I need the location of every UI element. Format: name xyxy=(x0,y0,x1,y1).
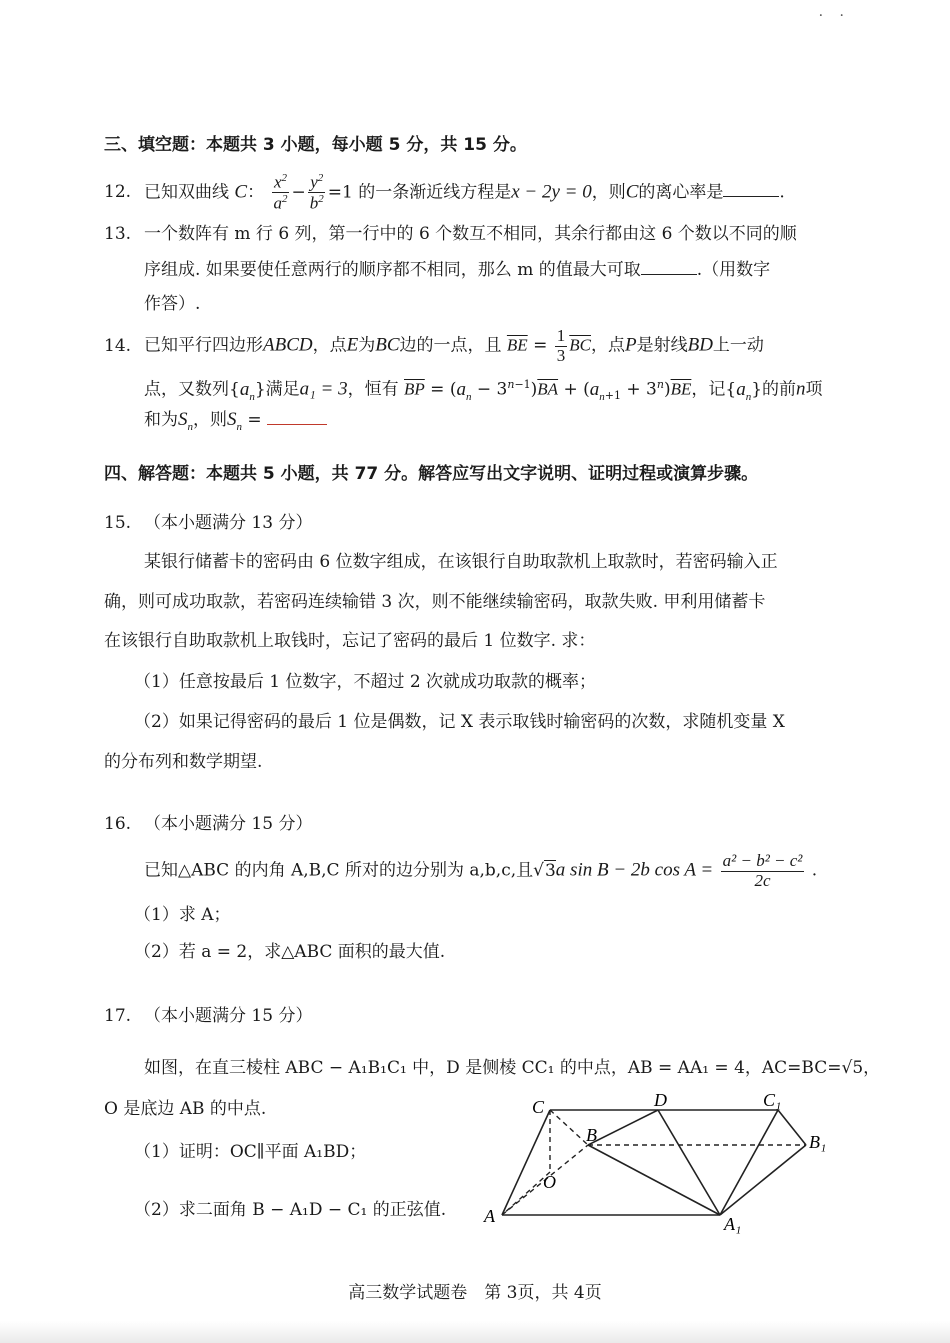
q15-paragraph-1: 某银行储蓄卡的密码由 6 位数字组成，在该银行自助取款机上取款时，若密码输入正 xyxy=(144,552,778,572)
fig-label-A: A xyxy=(484,1206,495,1226)
question-13-line1: 13. 一个数阵有 m 行 6 列，第一行中的 6 个数互不相同，其余行都由这 6 个数以不同的顺 xyxy=(104,224,797,244)
answer-blank-13[interactable] xyxy=(641,260,697,275)
page-edge-shadow xyxy=(0,1321,950,1343)
q16-statement: 已知△ABC 的内角 A,B,C 所对的边分别为 a,b,c,且√3a sin B − 2b cos A = $\frac{\text{a² − b² − c²}}{2c}$ . xyxy=(144,851,818,890)
q15-paragraph-2: 确，则可成功取款，若密码连续输错 3 次，则不能继续输密码，取款失败. 甲利用储蓄卡 xyxy=(104,592,766,612)
fig-label-A1: A₁ xyxy=(724,1214,742,1234)
question-13-line2: 序组成. 如果要使任意两行的顺序都不相同，那么 m 的值最大可取 .（用数字 xyxy=(144,260,771,280)
answer-blank-12[interactable] xyxy=(723,182,779,197)
hyperbola-x-term: $\frac{x^2}{a^2}$ xyxy=(273,172,288,213)
fig-label-C1: C₁ xyxy=(763,1090,782,1110)
q12-number: 12. xyxy=(104,182,132,203)
q15-subquestion-2-cont: 的分布列和数学期望. xyxy=(104,752,263,772)
fig-label-D: D xyxy=(654,1090,667,1110)
question-13-line3: 作答）. xyxy=(144,294,201,314)
section4-heading: 四、解答题：本题共 5 小题，共 77 分。解答应写出文字说明、证明过程或演算步骤。 xyxy=(104,464,759,484)
q15-subquestion-1: （1）任意按最后 1 位数字，不超过 2 次就成功取款的概率； xyxy=(134,672,597,692)
q15-paragraph-3: 在该银行自助取款机上取钱时，忘记了密码的最后 1 位数字. 求： xyxy=(104,631,596,651)
q17-subquestion-1: （1）证明：OC∥平面 A₁BD； xyxy=(134,1142,367,1162)
prism-figure xyxy=(478,1088,828,1238)
question-14-line2: 点，又数列$\{a_n\}$满足a₁ = 3，恒有 $\overline{BP} = (a_n - 3^{n-1})\overline{BA} + (a_{n+1} + 3^n)\overline{BE}$，记$\{a_n\}$的前n项 xyxy=(144,378,823,403)
q16-subquestion-2: （2）若 a = 2，求△ABC 面积的最大值. xyxy=(134,942,446,962)
corner-marks: · · xyxy=(818,8,850,24)
q17-paragraph-2: O 是底边 AB 的中点. xyxy=(104,1099,267,1119)
question-14-line3: 和为$S_n$，则$S_n$ = xyxy=(144,408,327,439)
fig-label-B: B xyxy=(586,1125,597,1145)
q17-paragraph-1: 如图，在直三棱柱 ABC − A₁B₁C₁ 中，D 是侧棱 CC₁ 的中点，AB = AA₁ = 4，AC=BC=√5， xyxy=(144,1058,881,1078)
q16-fraction: $\frac{\text{a² − b² − c²}}{2c}$ xyxy=(722,851,803,890)
question-17-header: 17. （本小题满分 15 分） xyxy=(104,1006,313,1026)
q16-subquestion-1: （1）求 A； xyxy=(134,905,231,925)
question-16-header: 16. （本小题满分 15 分） xyxy=(104,814,313,834)
question-15-header: 15. （本小题满分 13 分） xyxy=(104,513,313,533)
fig-label-C: C xyxy=(532,1097,545,1117)
page-footer: 高三数学试题卷 第 3页，共 4页 xyxy=(348,1283,602,1303)
fig-label-O: O xyxy=(543,1172,556,1192)
hyperbola-y-term: $\frac{y^2}{b^2}$ xyxy=(309,172,324,213)
fig-label-B1: B₁ xyxy=(809,1132,827,1152)
section3-heading: 三、填空题：本题共 3 小题，每小题 5 分，共 15 分。 xyxy=(104,135,527,155)
answer-blank-14[interactable] xyxy=(267,410,327,425)
question-14-line1: 14. 已知平行四边形ABCD，点E为BC边的一点，且 $\overline{BE}$ = $\frac{1}{3}$ $\overline{BC}$，点P是射线BD上一动 xyxy=(104,326,764,365)
q15-subquestion-2: （2）如果记得密码的最后 1 位是偶数，记 X 表示取钱时输密码的次数，求随机变量 X xyxy=(134,712,785,732)
q17-subquestion-2: （2）求二面角 B − A₁D − C₁ 的正弦值. xyxy=(134,1200,447,1220)
question-12: 12. 已知双曲线 C： $\frac{x^2}{a^2}$ − $\frac{y^2}{b^2}$ =1 的一条渐近线方程是x − 2y = 0，则C的离心率是 . xyxy=(104,172,785,213)
